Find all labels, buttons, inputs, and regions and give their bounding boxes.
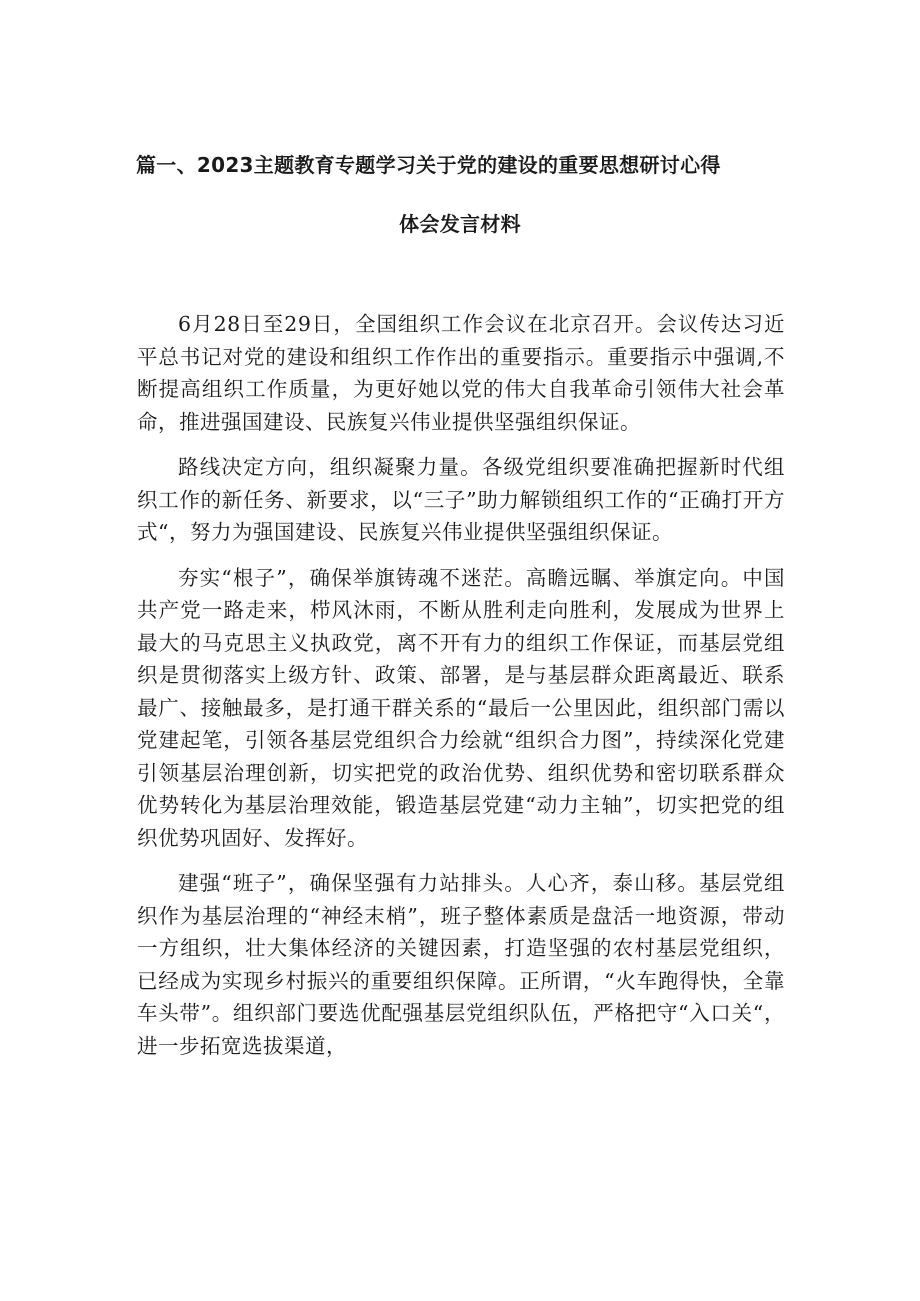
document-body (137, 308, 785, 1075)
paragraph-2: 路线决定方向，组织凝聚力量。各级党组织要准确把握新时代组织工作的新任务、新要求，以“三子”助力解锁组织工作的“正确打开方式“，努力为强国建设、民族复兴伟业提供坚强组织保证。 (137, 455, 785, 544)
paragraph-1: 6月28日至29日，全国组织工作会议在北京召开。会议传达习近平总书记对党的建设和组织工作作出的重要指示。重要指示中强调,不断提高组织工作质量，为更好她以党的伟大自我革命引领伟大社会革命，推进强国建设、民族复兴伟业提供坚强组织保证。 (137, 312, 785, 434)
paragraph-4: 建强“班子”，确保坚强有力站排头。人心齐，泰山移。基层党组织作为基层治理的“神经末梢”，班子整体素质是盘活一地资源，带动一方组织，壮大集体经济的关键因素，打造坚强的农村基层党组织，已经成为实现乡村振兴的重要组织保障。正所谓，“火车跑得快，全靠车头带”。组织部门要选优配强基层党组织队伍，严格把守“入口关“，进一步拓宽选拔渠道， (137, 871, 785, 1058)
paragraph-3: 夯实“根子”，确保举旗铸魂不迷茫。高瞻远瞩、举旗定向。中国共产党一路走来，栉风沐雨，不断从胜利走向胜利，发展成为世界上最大的马克思主义执政党，离不开有力的组织工作保证，而基层党组织是贯彻落实上级方针、政策、部署，是与基层群众距离最近、联系最广、接触最多，是打通干群关系的“最后一公里因此，组织部门需以党建起笔，引领各基层党组织合力绘就“组织合力图”，持续深化党建引领基层治理创新，切实把党的政治优势、组织优势和密切联系群众优势转化为基层治理效能，锻造基层党建“动力主轴”，切实把党的组织优势巩固好、发挥好。 (137, 565, 785, 850)
document-title-line-1: 篇一、2023主题教育专题学习关于党的建设的重要思想研讨心得 (136, 153, 721, 177)
document-title-line-2: 体会发言材料 (399, 212, 521, 236)
